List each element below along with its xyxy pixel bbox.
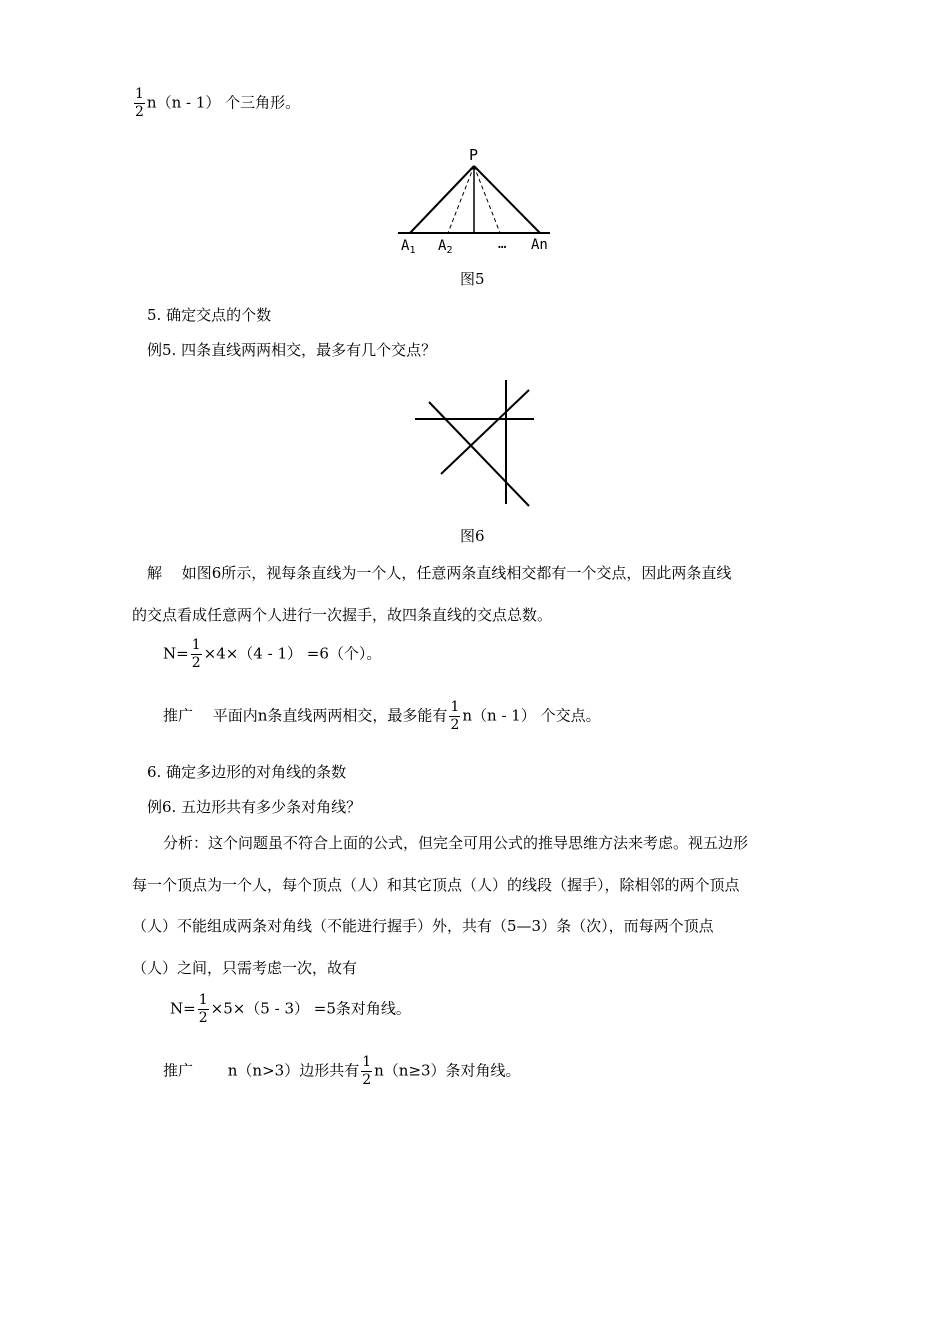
analysis-line-3: （人）不能组成两条对角线（不能进行握手）外，共有（5—3）条（次），而每两个顶点 bbox=[132, 917, 714, 935]
label-a2: $A_2$ bbox=[438, 238, 453, 256]
fraction: $\frac{1}{2}$ bbox=[135, 86, 144, 120]
generalization-5: 推广 平面内n条直线两两相交，最多能有 $\frac{1}{2}$ n（n - 1） 个交点。 bbox=[163, 699, 601, 733]
analysis-line-4: （人）之间，只需考虑一次，故有 bbox=[132, 959, 358, 977]
label-a1: $A_1$ bbox=[401, 238, 416, 256]
example-6: 例6. 五边形共有多少条对角线？ bbox=[147, 798, 362, 816]
fraction: $\frac{1}{2}$ bbox=[198, 992, 208, 1026]
section-5-heading: 5. 确定交点的个数 bbox=[147, 306, 272, 324]
right-side bbox=[474, 166, 540, 233]
figure-5-caption: 图5 bbox=[460, 270, 485, 288]
intro-formula-text: n（n - 1） 个三角形。 bbox=[146, 93, 301, 112]
example-5: 例5. 四条直线两两相交，最多有几个交点？ bbox=[147, 341, 437, 359]
label-p: P bbox=[469, 146, 479, 164]
solution-5-formula: N= $\frac{1}{2}$ ×4×（4 - 1） =6（个）。 bbox=[163, 637, 382, 671]
figure-6-caption: 图6 bbox=[460, 527, 485, 545]
generalization-6: 推广 n（n>3）边形共有 $\frac{1}{2}$ n（n≥3）条对角线。 bbox=[163, 1054, 521, 1088]
figure-6-lines bbox=[412, 378, 537, 514]
label-dots: … bbox=[498, 236, 507, 252]
analysis-line-2: 每一个顶点为一个人，每个顶点（人）和其它顶点（人）的线段（握手），除相邻的两个顶点 bbox=[132, 876, 740, 894]
left-side bbox=[410, 166, 474, 233]
solution-6-formula: N= $\frac{1}{2}$ ×5×（5 - 3） =5条对角线。 bbox=[170, 992, 411, 1026]
analysis-line-1: 分析：这个问题虽不符合上面的公式，但完全可用公式的推导思维方法来考虑。视五边形 bbox=[163, 834, 749, 852]
intro-formula-line bbox=[132, 86, 300, 121]
solution-5-line-2: 的交点看成任意两个人进行一次握手，故四条直线的交点总数。 bbox=[132, 606, 553, 624]
label-an: An bbox=[531, 237, 548, 253]
fraction: $\frac{1}{2}$ bbox=[191, 637, 201, 671]
dashed-line-1 bbox=[448, 166, 474, 233]
figure-5-triangle bbox=[390, 140, 565, 260]
section-6-heading: 6. 确定多边形的对角线的条数 bbox=[147, 763, 347, 781]
dashed-line-2 bbox=[474, 166, 500, 233]
fraction: $\frac{1}{2}$ bbox=[362, 1054, 372, 1088]
diagonal-line-1 bbox=[429, 402, 529, 506]
fraction: $\frac{1}{2}$ bbox=[450, 699, 460, 733]
solution-5-line-1: 解 如图6所示，视每条直线为一个人，任意两条直线相交都有一个交点，因此两条直线 bbox=[147, 564, 732, 582]
